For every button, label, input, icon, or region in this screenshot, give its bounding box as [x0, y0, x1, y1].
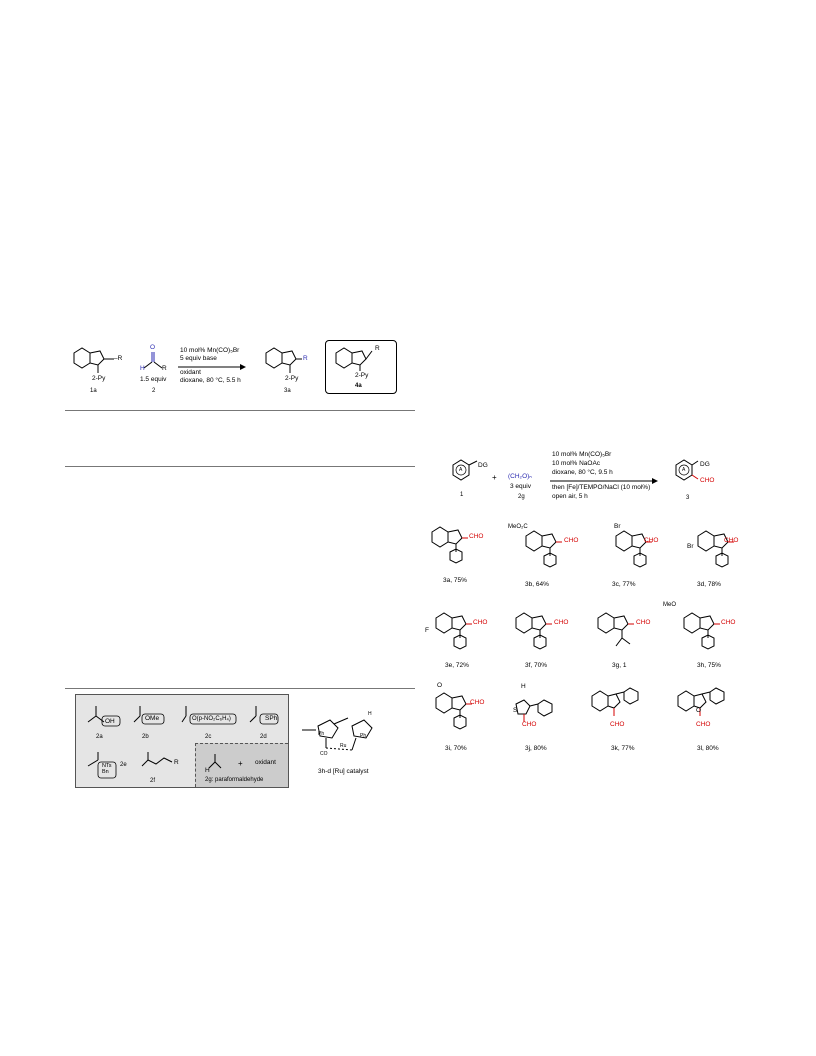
aldehyde-2f-group: R — [174, 759, 179, 766]
product-3h-yield: 3h, 75% — [697, 662, 721, 669]
indole-1a-pyridyl: 2-Py — [92, 375, 106, 382]
left-reagent-line3: oxidant — [180, 369, 201, 376]
product-3e-yield: 3e, 72% — [445, 662, 469, 669]
left-divider-1 — [65, 410, 415, 411]
aldehyde-2b-group: OMe — [145, 715, 160, 722]
left-reagent-line4: dioxane, 80 °C, 5.5 h — [180, 377, 241, 384]
substrate-1-ring: A — [459, 467, 463, 473]
product-3g-grid-structure — [590, 604, 650, 659]
product-4a-label: 4a — [355, 383, 362, 389]
aldehyde-2f-structure — [140, 748, 190, 778]
product-3b-grid-structure — [518, 522, 578, 577]
product-3b-cho: CHO — [564, 537, 579, 544]
product-3j-yield: 3j, 80% — [525, 745, 547, 752]
aldehyde-2a-label: 2a — [96, 734, 103, 740]
reagent-2g-formula: (CH₂O)ₙ — [508, 473, 532, 480]
product-3i-ketone: O — [437, 682, 443, 689]
product-3i-yield: 3i, 70% — [445, 745, 467, 752]
substrate-1-label: 1 — [460, 492, 464, 498]
paraformaldehyde-oxidant: oxidant — [255, 759, 276, 766]
aldehyde-2e-group: NTs Bn — [102, 763, 112, 775]
product-3h-grid-structure — [676, 604, 736, 659]
right-plus: + — [492, 473, 497, 482]
paraformaldehyde-plus: + — [238, 759, 243, 768]
reagent-2g-equiv: 3 equiv — [510, 483, 531, 490]
right-reagent-line4: then [Fe]/TEMPO/NaCl (10 mol%) — [552, 484, 651, 491]
substrate-1-structure — [447, 455, 487, 485]
aldehyde-2c-structure — [180, 700, 240, 730]
ru-catalyst-ru: Ru — [340, 743, 347, 749]
compound-1a-label: 1a — [90, 388, 97, 394]
product-3d-yield: 3d, 78% — [697, 581, 721, 588]
product-3f-grid-structure — [508, 604, 568, 659]
aldehyde-2c-group: O(p-NO₂C₆H₄) — [192, 716, 231, 722]
product-3a-grid-structure — [428, 522, 488, 572]
product-3l-yield: 3l, 80% — [697, 745, 719, 752]
aldehyde-2a-group: OH — [105, 718, 115, 725]
paraformaldehyde-label: 2g: paraformaldehyde — [205, 777, 264, 783]
aldehyde-2e-label: 2e — [120, 762, 127, 768]
right-reagent-line5: open air, 5 h — [552, 493, 588, 500]
product-3k-cho: CHO — [610, 721, 625, 728]
product-3-label: 3 — [686, 495, 690, 501]
product-3j-s: S — [513, 707, 518, 714]
product-3i-cho: CHO — [470, 699, 485, 706]
product-3j-h: H — [521, 683, 526, 690]
product-3e-substituent: F — [425, 627, 429, 634]
product-3k-yield: 3k, 77% — [611, 745, 635, 752]
product-3c-grid-structure — [608, 522, 668, 577]
product-3a-substituent: R — [303, 355, 308, 362]
product-3h-cho: CHO — [721, 619, 736, 626]
ru-catalyst-h: H — [368, 711, 372, 717]
product-3-ring: A — [682, 467, 686, 473]
product-4a-pyridyl: 2-Py — [355, 372, 369, 379]
product-3a-cho: CHO — [469, 533, 484, 540]
aldehyde-2b-label: 2b — [142, 734, 149, 740]
indole-1a-iodo: –R — [114, 355, 123, 362]
product-3h-substituent: MeO — [663, 602, 677, 608]
product-3-dg: DG — [700, 461, 710, 468]
right-reagent-line1: 10 mol% Mn(CO)₅Br — [552, 451, 612, 458]
product-3c-cho: CHO — [644, 537, 659, 544]
ru-catalyst-co: CO — [320, 751, 328, 757]
product-3j-cho: CHO — [522, 721, 537, 728]
aldehyde-2-oxygen: O — [150, 344, 156, 351]
product-3b-substituent: MeO₂C — [508, 524, 528, 530]
compound-2-label: 2 — [152, 388, 156, 394]
aldehyde-2c-label: 2c — [205, 734, 212, 740]
product-3a-yield: 3a, 75% — [443, 577, 467, 584]
aldehyde-2-r: R — [162, 365, 167, 372]
product-3c-yield: 3c, 77% — [612, 581, 636, 588]
aldehyde-2d-label: 2d — [260, 734, 267, 740]
left-reagent-line1: 10 mol% Mn(CO)₅Br — [180, 347, 240, 354]
ru-catalyst-ph-2: Ph — [360, 733, 367, 739]
aldehyde-2d-group: SPh — [265, 715, 278, 722]
product-3f-cho: CHO — [554, 619, 569, 626]
product-3a-label: 3a — [284, 388, 291, 394]
product-3c-substituent: Br — [614, 523, 621, 530]
left-reagent-line2: 5 equiv base — [180, 355, 217, 362]
left-divider-3 — [65, 688, 415, 689]
left-divider-2 — [65, 466, 415, 467]
product-3g-cho: CHO — [636, 619, 651, 626]
aldehyde-2a-structure — [84, 700, 124, 730]
paraformaldehyde-h: H — [205, 767, 210, 774]
product-3j-grid-structure — [508, 690, 568, 740]
ru-catalyst-structure — [300, 706, 390, 764]
aldehyde-2-equiv: 1.5 equiv — [140, 376, 167, 383]
product-3e-grid-structure — [428, 604, 488, 659]
product-3l-grid-structure — [674, 686, 734, 741]
product-3i-grid-structure — [428, 688, 488, 743]
product-3b-yield: 3b, 64% — [525, 581, 549, 588]
product-3d-substituent: Br — [687, 543, 694, 550]
product-4a-substituent: R — [375, 345, 380, 352]
aldehyde-2-h: H — [140, 365, 145, 372]
product-3a-structure — [262, 345, 322, 390]
product-3l-cho: CHO — [696, 721, 711, 728]
reagent-2g-label: 2g — [518, 494, 525, 500]
product-3d-grid-structure — [690, 522, 750, 577]
ru-catalyst-label: 3h-d [Ru] catalyst — [318, 768, 369, 775]
product-3f-yield: 3f, 70% — [525, 662, 548, 669]
product-3l-o: O — [696, 707, 702, 714]
indole-1a-structure — [70, 345, 130, 390]
product-3a-pyridyl: 2-Py — [285, 375, 299, 382]
right-reagent-line2: 10 mol% NaOAc — [552, 460, 601, 467]
product-3k-grid-structure — [588, 686, 648, 741]
ru-catalyst-ph-1: Ph — [318, 731, 325, 737]
product-3-cho: CHO — [700, 477, 715, 484]
right-reagent-line3: dioxane, 80 °C, 9.5 h — [552, 469, 613, 476]
product-3g-yield: 3g, 1 — [612, 662, 627, 669]
product-3e-cho: CHO — [473, 619, 488, 626]
substrate-1-dg: DG — [478, 462, 488, 469]
aldehyde-2f-label: 2f — [150, 778, 156, 784]
product-3d-cho: CHO — [724, 537, 739, 544]
aldehyde-2-structure — [140, 348, 170, 378]
